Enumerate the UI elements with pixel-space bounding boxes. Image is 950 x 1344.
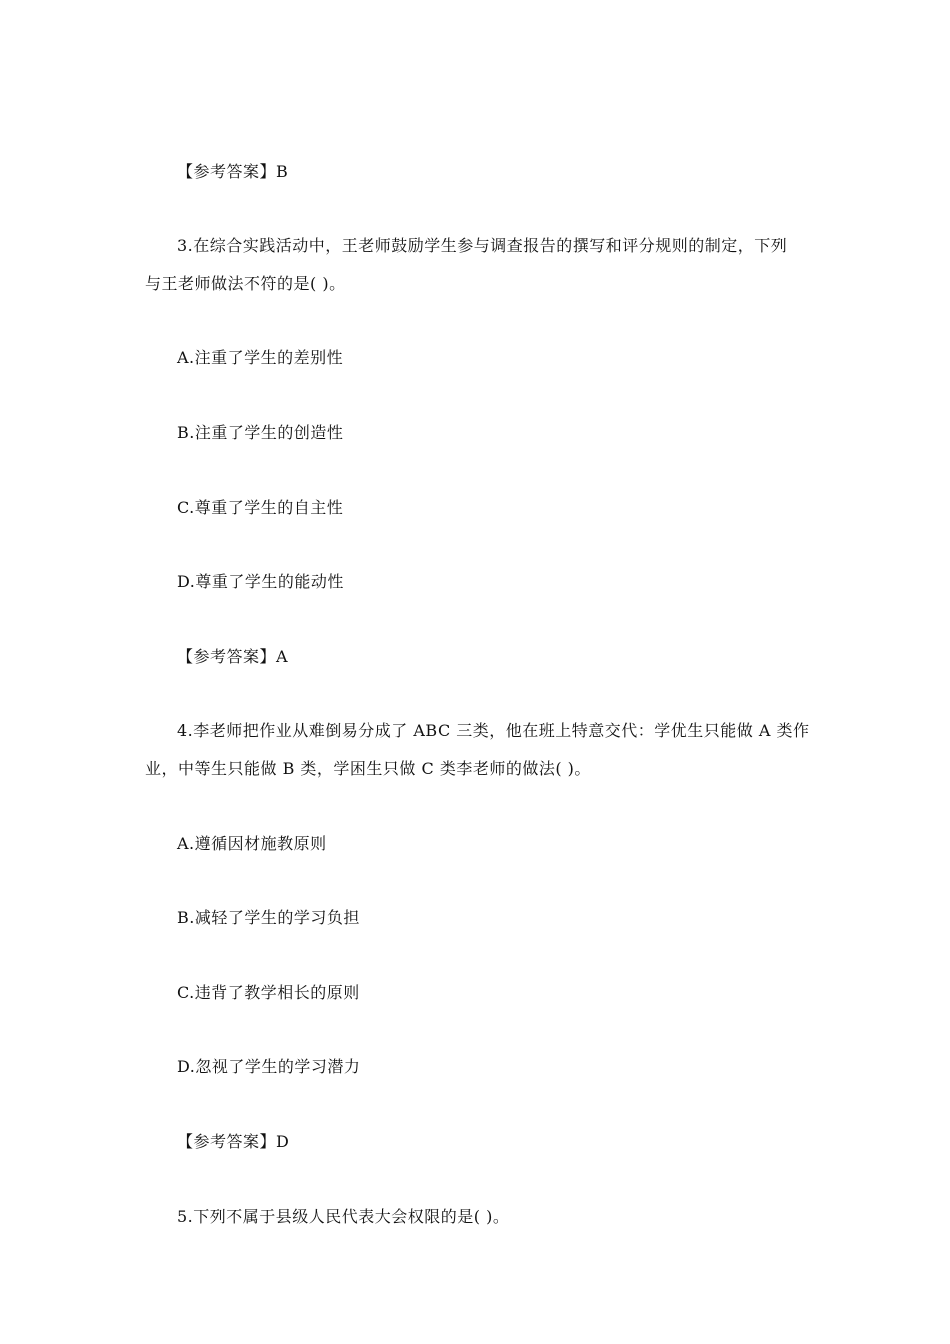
answer-key-line: 【参考答案】D [177,1132,290,1151]
question-4-option-d: D.忽视了学生的学习潜力 [177,1057,361,1076]
question-3-text: 3.在综合实践活动中，王老师鼓励学生参与调查报告的撰写和评分规则的制定，下列 [177,236,788,255]
question-3-option-d: D.尊重了学生的能动性 [177,572,344,591]
question-4-text: 4.李老师把作业从难倒易分成了 ABC 三类，他在班上特意交代：学优生只能做 A 类作 [177,721,810,740]
question-3-option-b: B.注重了学生的创造性 [177,423,344,442]
answer-key-line: 【参考答案】A [177,647,289,666]
question-3-option-c: C.尊重了学生的自主性 [177,498,344,517]
question-4-option-c: C.违背了教学相长的原则 [177,983,360,1002]
question-3-option-a: A.注重了学生的差别性 [177,348,344,367]
answer-key-line: 【参考答案】B [177,162,289,181]
question-4-text-continued: 业，中等生只能做 B 类，学困生只做 C 类李老师的做法( )。 [145,759,591,778]
question-3-text-continued: 与王老师做法不符的是( )。 [145,274,346,293]
question-4-option-b: B.减轻了学生的学习负担 [177,908,360,927]
question-4-option-a: A.遵循因材施教原则 [177,834,327,853]
question-5-text: 5.下列不属于县级人民代表大会权限的是( )。 [177,1207,510,1226]
